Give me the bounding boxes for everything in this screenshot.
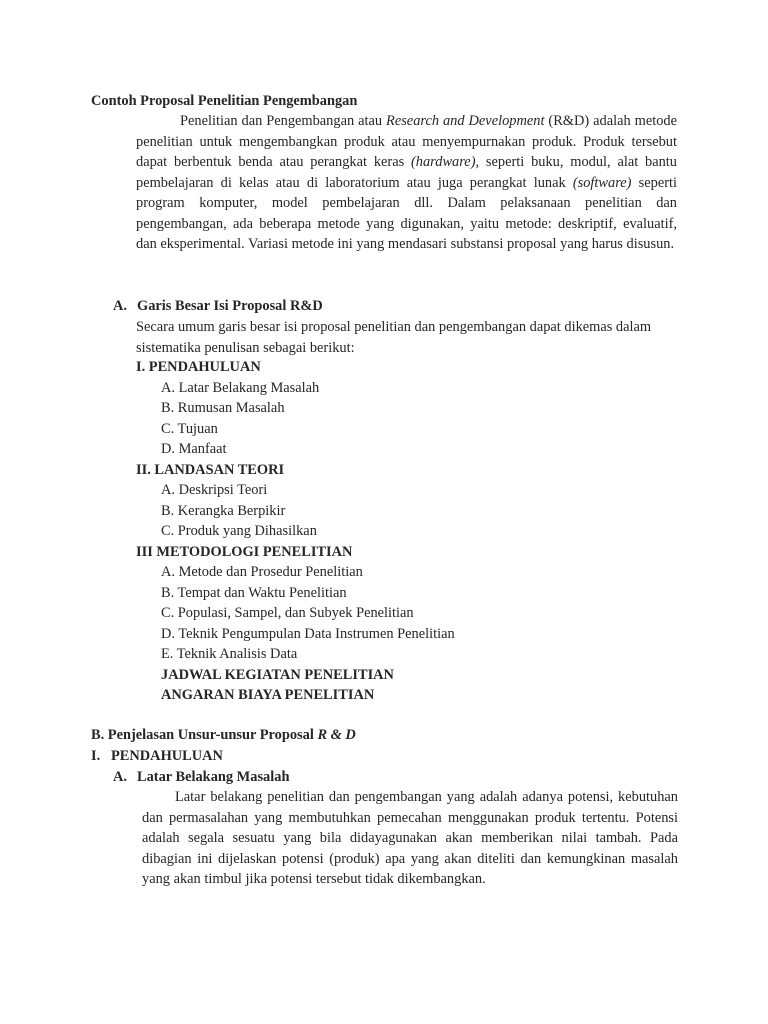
latar-heading xyxy=(113,767,289,788)
pendahuluan-label: I. xyxy=(91,748,101,764)
latar-paragraph-text: Latar belakang penelitian dan pengembangan yang adalah adanya potensi, kebutuhan dan permasalahan yang membutuhkan pemecahan menggunakan produk tertentu. Potensi adalah segala sesuatu yang bila didayagunakan akan memberikan nilai tambah. Pada dibagian ini dijelaskan potensi (produk) apa yang akan diteliti dan kemungkinan masalah yang akan timbul jika potensi tersebut tidak dikembangkan. xyxy=(142,789,678,887)
outline-item: A. Metode dan Prosedur Penelitian xyxy=(161,564,363,580)
pendahuluan-heading xyxy=(91,746,223,767)
outline-angaran: ANGARAN BIAYA PENELITIAN xyxy=(161,687,375,703)
outline-heading-3: III METODOLOGI PENELITIAN xyxy=(136,543,353,560)
section-b-title-italic: R & D xyxy=(317,727,356,743)
intro-italic-3: (software) xyxy=(572,174,632,191)
outline-item: A. Deskripsi Teori xyxy=(161,482,268,498)
intro-italic-2: (hardware), xyxy=(411,154,480,170)
document-title: Contoh Proposal Penelitian Pengembangan xyxy=(91,93,358,109)
outline-item: C. Populasi, Sampel, dan Subyek Penelitian xyxy=(161,605,414,621)
outline-item: C. Tujuan xyxy=(161,420,218,437)
section-b-title: B. Penjelasan Unsur-unsur Proposal xyxy=(91,727,318,743)
latar-title: Latar Belakang Masalah xyxy=(137,769,290,785)
latar-label: A. xyxy=(113,769,127,785)
pendahuluan-title: PENDAHULUAN xyxy=(111,748,223,764)
proposal-outline xyxy=(136,357,676,706)
intro-paragraph xyxy=(136,111,677,255)
intro-text-3: seperti buku, modul, alat bantu pembelajaran di kelas atau di laboratorium atau juga perangkat lunak xyxy=(136,154,678,191)
section-b-heading xyxy=(91,725,356,746)
outline-heading-2: II. LANDASAN TEORI xyxy=(136,461,285,478)
section-a-title: Garis Besar Isi Proposal R&D xyxy=(137,298,323,314)
intro-text-1: Penelitian dan Pengembangan atau xyxy=(180,113,387,129)
outline-item: B. Kerangka Berpikir xyxy=(161,502,286,519)
section-a-label: A. xyxy=(113,298,127,314)
outline-item: A. Latar Belakang Masalah xyxy=(161,379,320,396)
outline-item: E. Teknik Analisis Data xyxy=(161,646,298,662)
outline-heading-1: I. PENDAHULUAN xyxy=(136,359,261,375)
intro-text-2: (R&D) adalah metode penelitian untuk mengembangkan produk atau menyempurnakan produk. Produk tersebut dapat berbentuk benda atau perangkat keras xyxy=(136,113,677,170)
outline-item: B. Rumusan Masalah xyxy=(161,400,285,416)
outline-item: B. Tempat dan Waktu Penelitian xyxy=(161,584,347,601)
section-a-heading xyxy=(113,296,323,317)
outline-item: D. Manfaat xyxy=(161,441,227,457)
outline-item: D. Teknik Pengumpulan Data Instrumen Penelitian xyxy=(161,625,455,642)
latar-paragraph xyxy=(142,787,678,890)
section-a-text: Secara umum garis besar isi proposal penelitian dan pengembangan dapat dikemas dalam sistematika penulisan sebagai berikut: xyxy=(136,319,652,356)
intro-italic-1: Research and Development xyxy=(386,113,545,129)
intro-text-4: seperti program komputer, model pembelajaran dll. Dalam pelaksanaan penelitian dan pengembangan, ada beberapa metode yang digunakan, yaitu metode: deskriptif, evaluatif, dan eksperimental. Variasi metode ini yang mendasari substansi proposal yang harus disusun. xyxy=(136,174,677,252)
outline-jadwal: JADWAL KEGIATAN PENELITIAN xyxy=(161,666,394,683)
outline-item: C. Produk yang Dihasilkan xyxy=(161,523,317,539)
